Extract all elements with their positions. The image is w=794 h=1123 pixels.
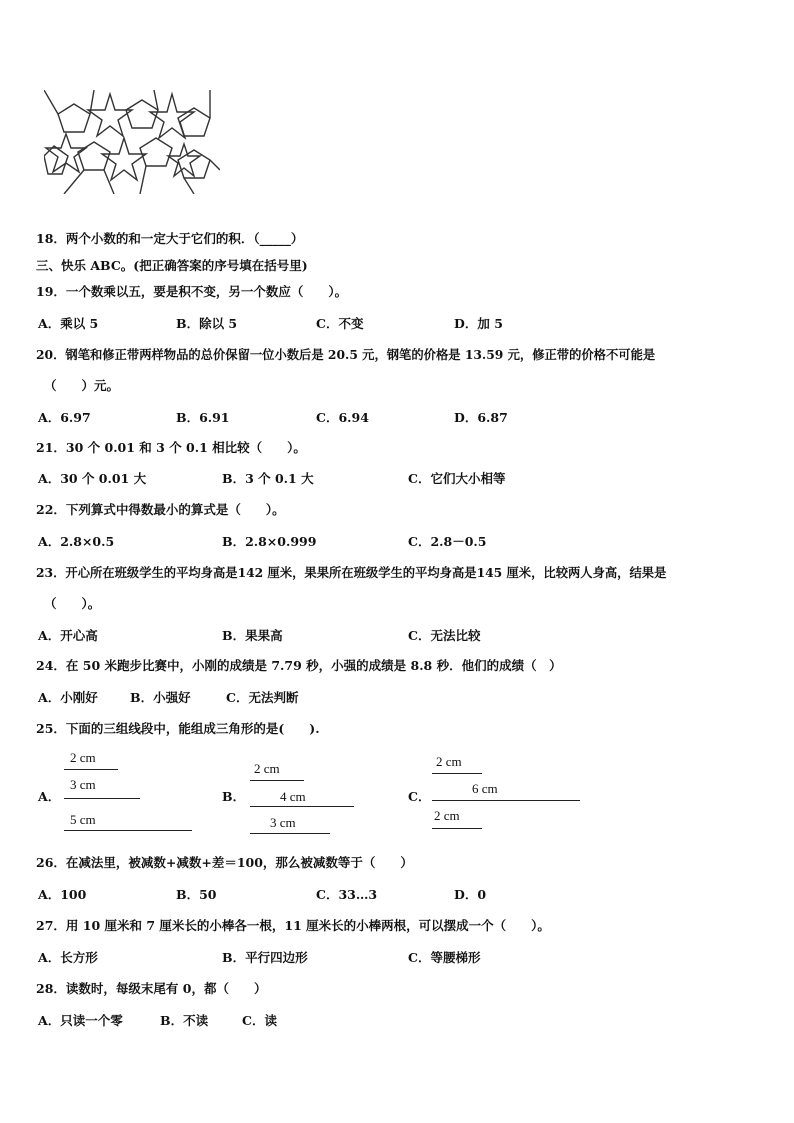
question-26-stem: 26．在减法里，被减数+减数+差＝100，那么被减数等于（ ）	[36, 855, 413, 870]
segment-label: 3 cm	[70, 777, 96, 792]
option-a[interactable]: A．乘以 5	[38, 316, 99, 331]
option-c[interactable]: C．无法判断	[226, 690, 299, 705]
option-a[interactable]: A．6.97	[38, 410, 91, 425]
option-a[interactable]: A．100	[38, 887, 87, 902]
question-23-stem-cont: （ ）。	[44, 596, 101, 611]
option-c[interactable]: C．等腰梯形	[408, 950, 481, 965]
line-segment	[432, 828, 482, 829]
option-b[interactable]: B．	[222, 789, 246, 804]
option-c[interactable]: C．它们大小相等	[408, 471, 506, 486]
line-segment	[64, 798, 140, 799]
option-b[interactable]: B．50	[176, 887, 217, 902]
option-c[interactable]: C．6.94	[316, 410, 369, 425]
question-28-stem: 28．读数时，每级末尾有 0，都（ ）	[36, 981, 267, 996]
question-21-stem: 21．30 个 0.01 和 3 个 0.1 相比较（ ）。	[36, 440, 306, 455]
question-18: 18．两个小数的和一定大于它们的积．（_____）	[36, 231, 304, 246]
segment-label: 2 cm	[70, 750, 96, 765]
option-a[interactable]: A．	[38, 789, 61, 804]
star-shape	[46, 134, 86, 172]
option-c[interactable]: C．33…3	[316, 887, 378, 902]
question-19-stem: 19．一个数乘以五，要是积不变，另一个数应（ ）。	[36, 284, 348, 299]
pentagon-shape	[140, 138, 172, 166]
segment-label: 2 cm	[434, 808, 460, 823]
option-c[interactable]: C．读	[242, 1013, 277, 1028]
question-20-stem: 20．钢笔和修正带两样物品的总价保留一位小数后是 20.5 元，钢笔的价格是 13.59 元，修正带的价格不可能是	[36, 347, 656, 362]
option-a[interactable]: A．30 个 0.01 大	[38, 471, 147, 486]
option-c[interactable]: C．2.8－0.5	[408, 534, 487, 549]
option-b[interactable]: B．小强好	[130, 690, 191, 705]
tessellation-figure	[44, 90, 220, 194]
option-d[interactable]: D．6.87	[454, 410, 508, 425]
line-segment	[432, 773, 482, 774]
question-23-stem: 23．开心所在班级学生的平均身高是142 厘米，果果所在班级学生的平均身高是145 厘米，比较两人身高，结果是	[36, 565, 667, 580]
option-a[interactable]: A．长方形	[38, 950, 98, 965]
line-segment	[250, 806, 354, 807]
star-shape	[88, 94, 132, 136]
option-b[interactable]: B．2.8×0.999	[222, 534, 317, 549]
option-b[interactable]: B．除以 5	[176, 316, 238, 331]
segment-label: 3 cm	[270, 815, 296, 830]
section-title: 三、快乐 ABC。(把正确答案的序号填在括号里)	[36, 258, 308, 273]
segment-label: 2 cm	[436, 754, 462, 769]
star-shape	[102, 138, 146, 180]
line-segment	[250, 833, 330, 834]
option-b[interactable]: B．平行四边形	[222, 950, 308, 965]
option-a[interactable]: A．开心高	[38, 628, 98, 643]
option-b[interactable]: B．不读	[160, 1013, 209, 1028]
question-25-stem: 25．下面的三组线段中，能组成三角形的是( ).	[36, 721, 320, 736]
segment-label: 5 cm	[70, 812, 96, 827]
option-c[interactable]: C．	[408, 789, 431, 804]
star-shape	[168, 144, 200, 176]
line-segment	[64, 830, 192, 831]
option-d[interactable]: D．0	[454, 887, 487, 902]
line-segment	[432, 800, 580, 801]
pentagon-shape	[58, 104, 90, 132]
option-b[interactable]: B．3 个 0.1 大	[222, 471, 314, 486]
question-22-stem: 22．下列算式中得数最小的算式是（ ）。	[36, 502, 285, 517]
option-c[interactable]: C．不变	[316, 316, 364, 331]
option-a[interactable]: A．只读一个零	[38, 1013, 123, 1028]
option-b[interactable]: B．6.91	[176, 410, 230, 425]
segment-label: 2 cm	[254, 761, 280, 776]
option-c[interactable]: C．无法比较	[408, 628, 481, 643]
line-segment	[250, 780, 304, 781]
option-b[interactable]: B．果果高	[222, 628, 283, 643]
segment-label: 6 cm	[472, 781, 498, 796]
segment-label: 4 cm	[280, 789, 306, 804]
question-24-stem: 24．在 50 米跑步比赛中，小刚的成绩是 7.79 秒，小强的成绩是 8.8 秒．他们的成绩（ ）	[36, 658, 562, 673]
option-a[interactable]: A．2.8×0.5	[38, 534, 115, 549]
option-a[interactable]: A．小刚好	[38, 690, 98, 705]
line-segment	[64, 769, 118, 770]
option-d[interactable]: D．加 5	[454, 316, 503, 331]
question-27-stem: 27．用 10 厘米和 7 厘米长的小棒各一根，11 厘米长的小棒两根，可以摆成一个（ ）。	[36, 918, 550, 933]
question-20-stem-cont: （ ）元。	[44, 378, 120, 393]
